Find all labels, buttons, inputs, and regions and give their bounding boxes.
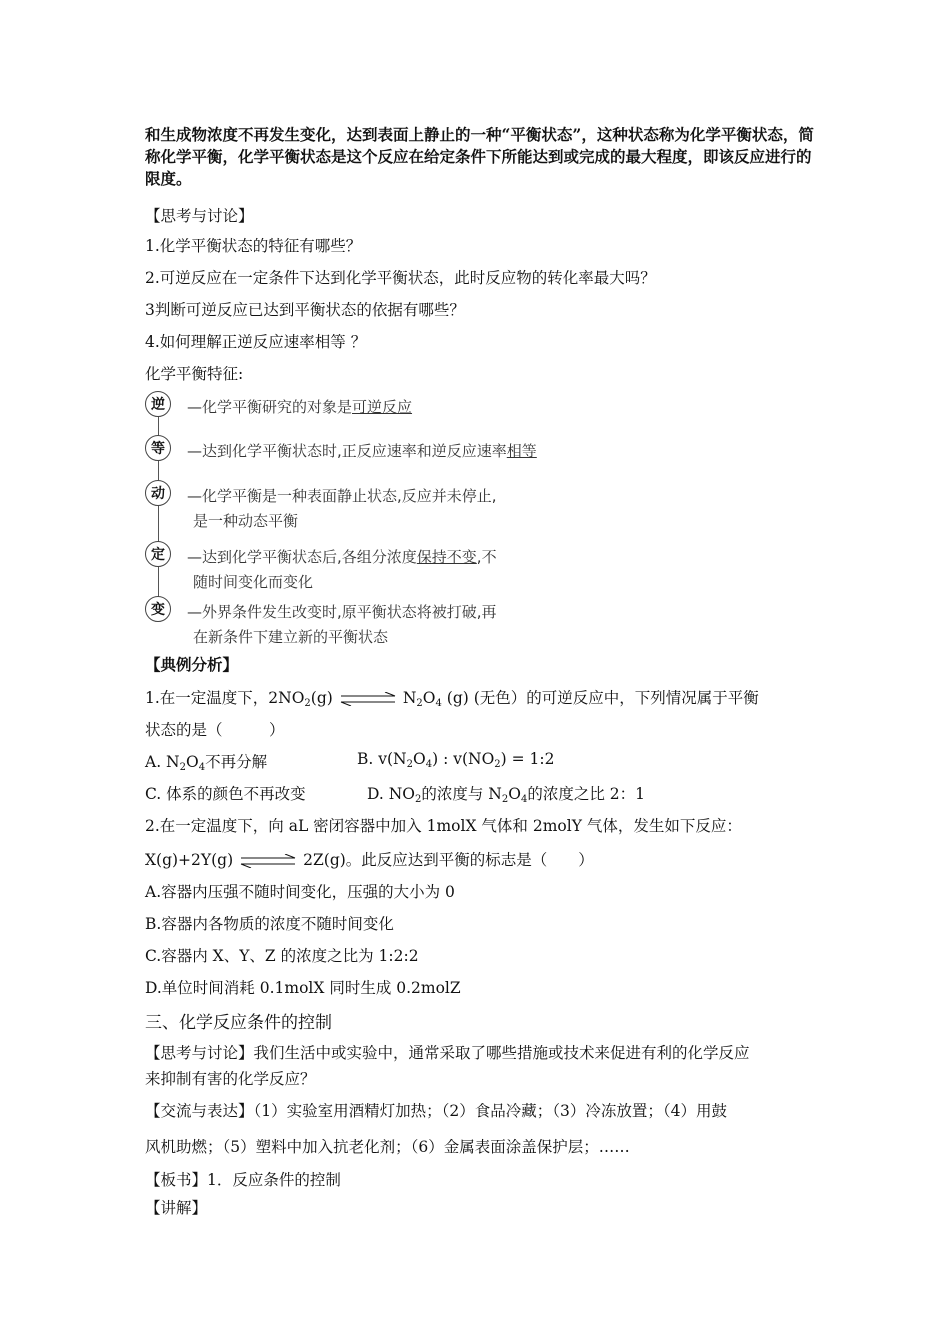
section3-board: 【板书】1．反应条件的控制 <box>145 1171 341 1189</box>
section3-lecture: 【讲解】 <box>145 1199 208 1217</box>
feature-char-badge: 等 <box>145 435 171 461</box>
feature-text-line2: 在新条件下建立新的平衡状态 <box>193 628 389 646</box>
example-q2-equation: X(g)+2Y(g) 2Z(g)。此反应达到平衡的标志是（ ） <box>145 851 594 869</box>
example-q2-option-d: D.单位时间消耗 0.1molX 同时生成 0.2molZ <box>145 979 461 997</box>
example-q1-line2: 状态的是（ ） <box>145 721 285 739</box>
example-q2-option-a: A.容器内压强不随时间变化，压强的大小为 0 <box>145 883 455 901</box>
feature-char-badge: 定 <box>145 541 171 567</box>
section3-discussion-line1: 【思考与讨论】我们生活中或实验中，通常采取了哪些措施或技术来促进有利的化学反应 <box>145 1044 750 1062</box>
discussion-heading: 【思考与讨论】 <box>145 207 254 225</box>
intro-paragraph: 和生成物浓度不再发生变化，达到表面上静止的一种“平衡状态”，这种状态称为化学平衡状态，简称化学平衡，化学平衡状态是这个反应在给定条件下所能达到或完成的最大程度，即该反应进行的限度。 <box>145 125 814 188</box>
feature-text: —达到化学平衡状态时,正反应速率和逆反应速率 <box>187 442 507 460</box>
reversible-arrow-icon <box>239 854 297 868</box>
example-q1-line1: 1.在一定温度下，$2NO_2(g)$ $N_2O_4$ (g) (无色）的可逆反应中，下列情况属于平衡 <box>145 689 759 709</box>
section3-exchange-line2: 风机助燃；（5）塑料中加入抗老化剂；（6）金属表面涂盖保护层；…… <box>145 1138 630 1156</box>
feature-keyword: 保持不变 <box>416 548 477 566</box>
features-title: 化学平衡特征: <box>145 365 244 383</box>
example-heading: 【典例分析】 <box>145 655 239 674</box>
example-q2-option-b: B.容器内各物质的浓度不随时间变化 <box>145 915 394 933</box>
feature-text: —化学平衡是一种表面静止状态,反应并未停止, <box>187 487 497 505</box>
feature-text-line2: 是一种动态平衡 <box>193 512 299 530</box>
reversible-arrow-icon <box>339 692 397 706</box>
example-q1-option-a: A. $N_2O_4$不再分解 <box>145 753 268 773</box>
section3-title: 三、化学反应条件的控制 <box>145 1013 332 1033</box>
example-q2-line1: 2.在一定温度下，向 aL 密闭容器中加入 1molX 气体和 2molY 气体，发生如下反应： <box>145 817 742 835</box>
section3-exchange-line1: 【交流与表达】（1）实验室用酒精灯加热；（2）食品冷藏；（3）冷冻放置；（4）用鼓 <box>145 1102 727 1120</box>
example-q2-option-c: C.容器内 X、Y、Z 的浓度之比为 1:2:2 <box>145 947 419 965</box>
section3-discussion-line2: 来抑制有害的化学反应？ <box>145 1070 316 1088</box>
feature-text: —外界条件发生改变时,原平衡状态将被打破,再 <box>187 603 497 621</box>
discussion-question-1: 1.化学平衡状态的特征有哪些？ <box>145 237 362 255</box>
feature-text-post: ,不 <box>476 548 497 566</box>
discussion-question-3: 3判断可逆反应已达到平衡状态的依据有哪些？ <box>145 301 465 319</box>
discussion-question-2: 2.可逆反应在一定条件下达到化学平衡状态，此时反应物的转化率最大吗？ <box>145 269 656 287</box>
feature-char-badge: 动 <box>145 480 171 506</box>
feature-keyword: 相等 <box>506 442 537 460</box>
example-q1-option-b: B. $v(N_2O_4)$ : $v(NO_2)$ = 1:2 <box>357 750 555 770</box>
discussion-question-4: 4.如何理解正逆反应速率相等 ？ <box>145 333 367 351</box>
feature-char-badge: 变 <box>145 596 171 622</box>
example-q1-option-c: C. 体系的颜色不再改变 <box>145 785 306 803</box>
feature-keyword: 可逆反应 <box>352 398 413 416</box>
feature-text: —达到化学平衡状态后,各组分浓度 <box>187 548 417 566</box>
example-q1-option-d: D. $NO_2$的浓度与 $N_2O_4$的浓度之比 2：1 <box>367 785 645 805</box>
feature-text: —化学平衡研究的对象是 <box>187 398 353 416</box>
feature-text-line2: 随时间变化而变化 <box>193 573 314 591</box>
feature-char-badge: 逆 <box>145 391 171 417</box>
equilibrium-features-diagram <box>145 391 565 646</box>
